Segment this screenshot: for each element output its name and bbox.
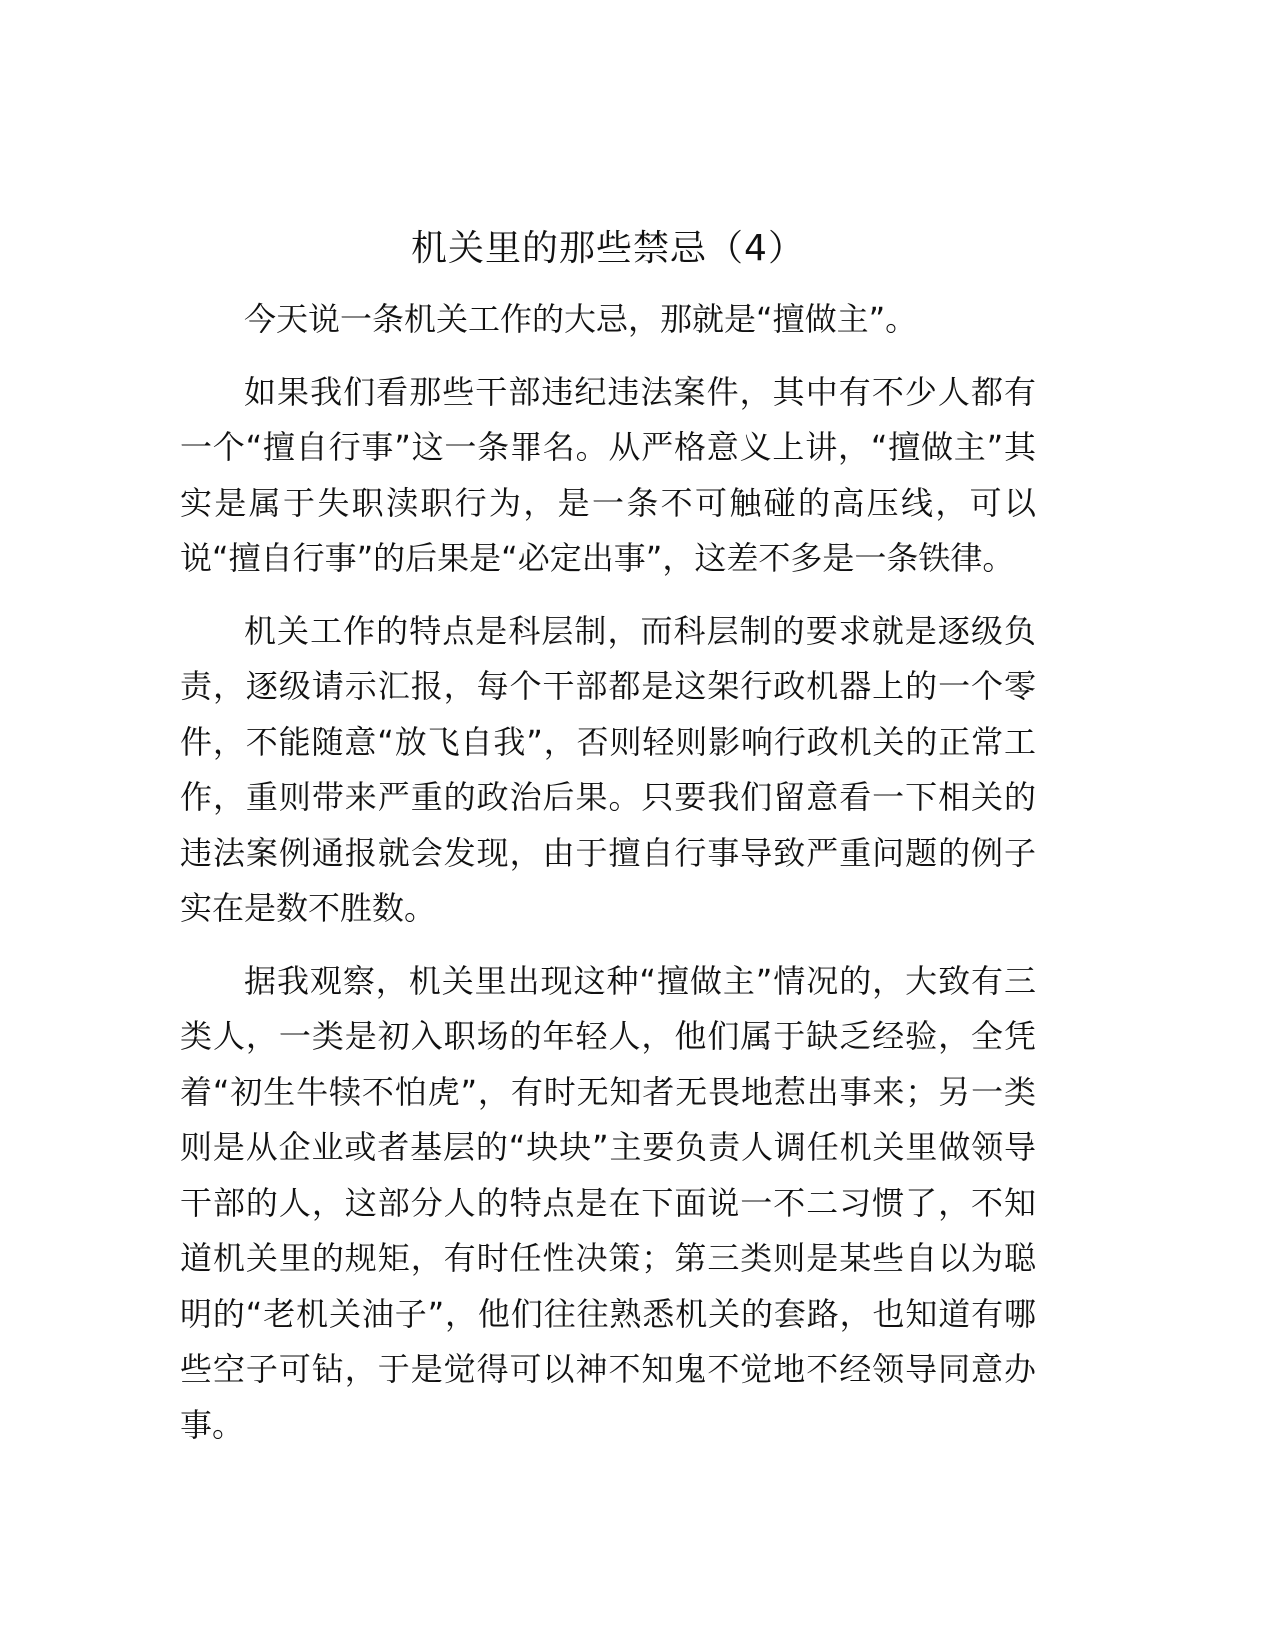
paragraph-3: 机关工作的特点是科层制，而科层制的要求就是逐级负责，逐级请示汇报，每个干部都是这架行政机器上的一个零件，不能随意“放飞自我”，否则轻则影响行政机关的正常工作，重则带来严重的政治后果。只要我们留意看一下相关的违法案例通报就会发现，由于擅自行事导致严重问题的例子实在是数不胜数。 — [180, 611, 1036, 927]
page-title: 机关里的那些禁忌（4） — [411, 228, 805, 269]
paragraph-1: 今天说一条机关工作的大忌，那就是“擅做主”。 — [244, 300, 918, 338]
paragraph-2: 如果我们看那些干部违纪违法案件，其中有不少人都有一个“擅自行事”这一条罪名。从严格意义上讲，“擅做主”其实是属于失职渎职行为，是一条不可触碰的高压线，可以说“擅自行事”的后果是“必定出事”，这差不多是一条铁律。 — [180, 372, 1036, 577]
document-body — [180, 222, 1036, 1470]
paragraph-4: 据我观察，机关里出现这种“擅做主”情况的，大致有三类人，一类是初入职场的年轻人，他们属于缺乏经验，全凭着“初生牛犊不怕虎”，有时无知者无畏地惹出事来；另一类则是从企业或者基层的“块块”主要负责人调任机关里做领导干部的人，这部分人的特点是在下面说一不二习惯了，不知道机关里的规矩，有时任性决策；第三类则是某些自以为聪明的“老机关油子”，他们往往熟悉机关的套路，也知道有哪些空子可钻，于是觉得可以神不知鬼不觉地不经领导同意办事。 — [180, 961, 1036, 1444]
